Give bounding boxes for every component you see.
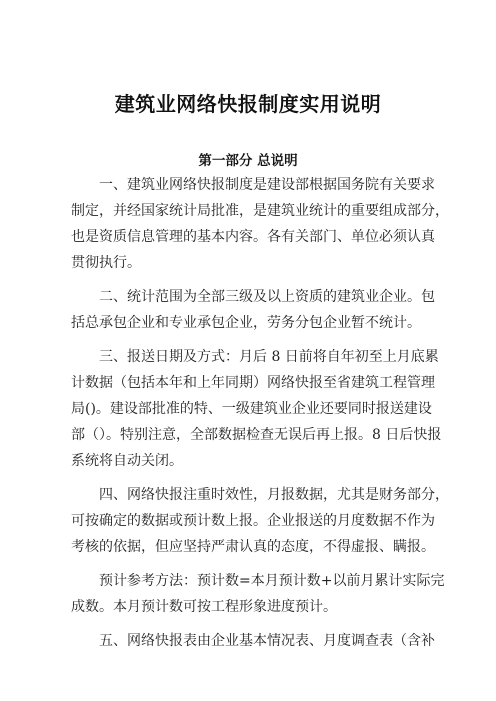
section-title: 第一部分 总说明 (198, 153, 298, 169)
text-line: 预计参考方法：预计数=本月预计数+以前月累计实际完 (99, 573, 445, 589)
text-line: 一、建筑业网络快报制度是建设部根据国务院有关要求 (99, 177, 435, 193)
paragraph (71, 344, 441, 474)
text-line: 贯彻执行。 (71, 255, 141, 271)
text-line: 也是资质信息管理的基本内容。各有关部门、单位必须认真 (71, 229, 435, 245)
text-line: 可按确定的数据或预计数上报。企业报送的月度数据不作为 (71, 513, 435, 529)
text-line: 四、网络快报注重时效性，月报数据，尤其是财务部分， (99, 487, 449, 503)
paragraph (71, 628, 441, 654)
text-line: 成数。本月预计数可按工程形象进度预计。 (71, 599, 337, 615)
text-line: 二、统计范围为全部三级及以上资质的建筑业企业。包 (99, 289, 435, 305)
text-line: 局()。建设部批准的特、一级建筑业企业还要同时报送建设 (71, 401, 432, 417)
paragraph (71, 568, 445, 620)
text-line: 五、网络快报表由企业基本情况表、月度调查表（含补 (99, 633, 435, 649)
text-line: 计数据（包括本年和上年同期）网络快报至省建筑工程管理 (71, 375, 435, 391)
text-line: 系统将自动关闭。 (71, 453, 183, 469)
text-line: 考核的依据，但应坚持严肃认真的态度，不得虚报、瞒报。 (71, 539, 435, 555)
document-body (71, 172, 449, 654)
text-line: 三、报送日期及方式：月后 8 日前将自年初至上月底累 (99, 349, 439, 365)
document-title: 建筑业网络快报制度实用说明 (114, 92, 382, 116)
paragraph (71, 172, 449, 276)
paragraph (71, 284, 441, 336)
text-line: 括总承包企业和专业承包企业，劳务分包企业暂不统计。 (71, 315, 421, 331)
paragraph (71, 482, 449, 560)
text-line: 部（）。特别注意，全部数据检查无误后再上报。8 日后快报 (71, 427, 442, 443)
text-line: 制定，并经国家统计局批准，是建筑业统计的重要组成部分， (71, 203, 449, 219)
